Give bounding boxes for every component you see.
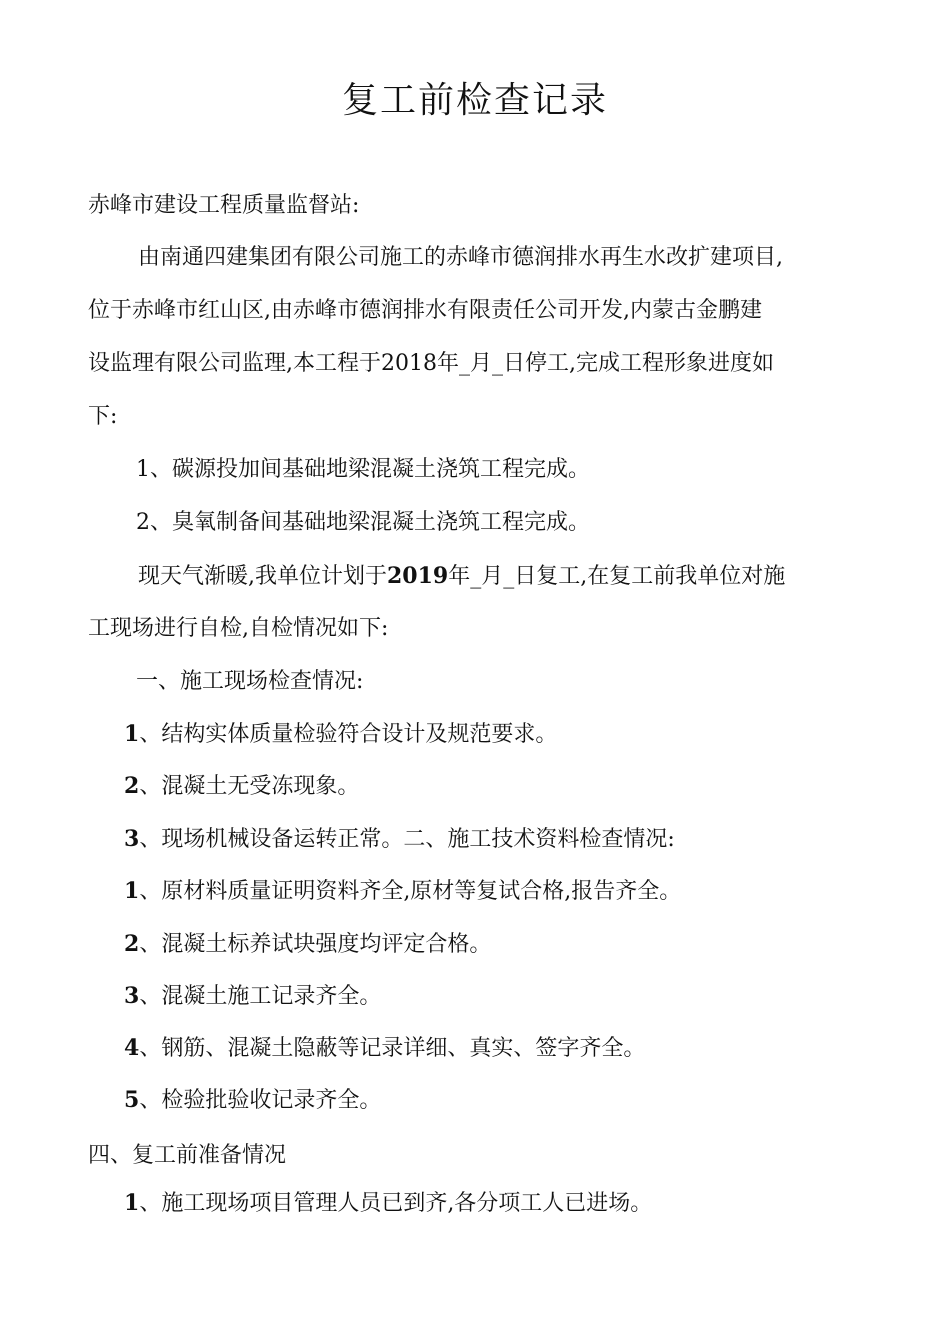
item-text: 、钢筋、混凝土隐蔽等记录详细、真实、签字齐全。 [139,1036,646,1061]
checklist-item [124,1033,645,1064]
addressee: 赤峰市建设工程质量监督站: [88,193,360,218]
item-number: 3 [124,826,140,852]
item-number: 5 [124,1087,140,1113]
checklist-item [124,771,359,802]
section-one-heading: 一、施工现场检查情况: [136,669,364,694]
plan-line-1-prefix: 现天气渐暖,我单位计划于 [138,564,387,589]
item-number: 1 [124,878,140,904]
item-number: 1 [124,721,140,747]
item-text: 、原材料质量证明资料齐全,原材等复试合格,报告齐全。 [139,879,682,904]
document-title: 复工前检查记录 [341,80,608,121]
checklist-item [124,1188,652,1219]
item-number: 2 [124,773,140,799]
checklist-item [124,929,491,960]
checklist-item [124,719,557,750]
plan-year: 2019 [387,563,449,589]
item-text: 、现场机械设备运转正常。二、施工技术资料检查情况: [139,827,675,852]
plan-line-1 [138,561,785,592]
item-number: 3 [124,983,140,1009]
checklist-item [124,876,681,907]
item-number: 1 [124,1190,140,1216]
item-text: 、混凝土无受冻现象。 [139,774,360,799]
item-text: 、混凝土标养试块强度均评定合格。 [139,932,492,957]
progress-item: 2、臭氧制备间基础地梁混凝土浇筑工程完成。 [136,510,590,535]
intro-line-3: 设监理有限公司监理,本工程于2018年_月_日停工,完成工程形象进度如 [88,351,774,376]
item-text: 、混凝土施工记录齐全。 [139,984,382,1009]
section-four-heading: 四、复工前准备情况 [88,1143,287,1168]
item-number: 4 [124,1035,140,1061]
intro-line-4: 下: [88,404,118,429]
intro-line-2: 位于赤峰市红山区,由赤峰市德润排水有限责任公司开发,内蒙古金鹏建 [88,298,762,323]
item-text: 、结构实体质量检验符合设计及规范要求。 [139,722,558,747]
plan-line-2: 工现场进行自检,自检情况如下: [88,616,389,641]
item-number: 2 [124,931,140,957]
checklist-item [124,981,381,1012]
progress-item: 1、碳源投加间基础地梁混凝土浇筑工程完成。 [136,457,590,482]
intro-line-1: 由南通四建集团有限公司施工的赤峰市德润排水再生水改扩建项目, [138,245,783,270]
item-text: 、检验批验收记录齐全。 [139,1088,382,1113]
item-text: 、施工现场项目管理人员已到齐,各分项工人已进场。 [139,1191,653,1216]
plan-line-1-suffix: 年_月_日复工,在复工前我单位对施 [448,564,786,589]
checklist-item [124,1085,381,1116]
checklist-item [124,824,675,855]
